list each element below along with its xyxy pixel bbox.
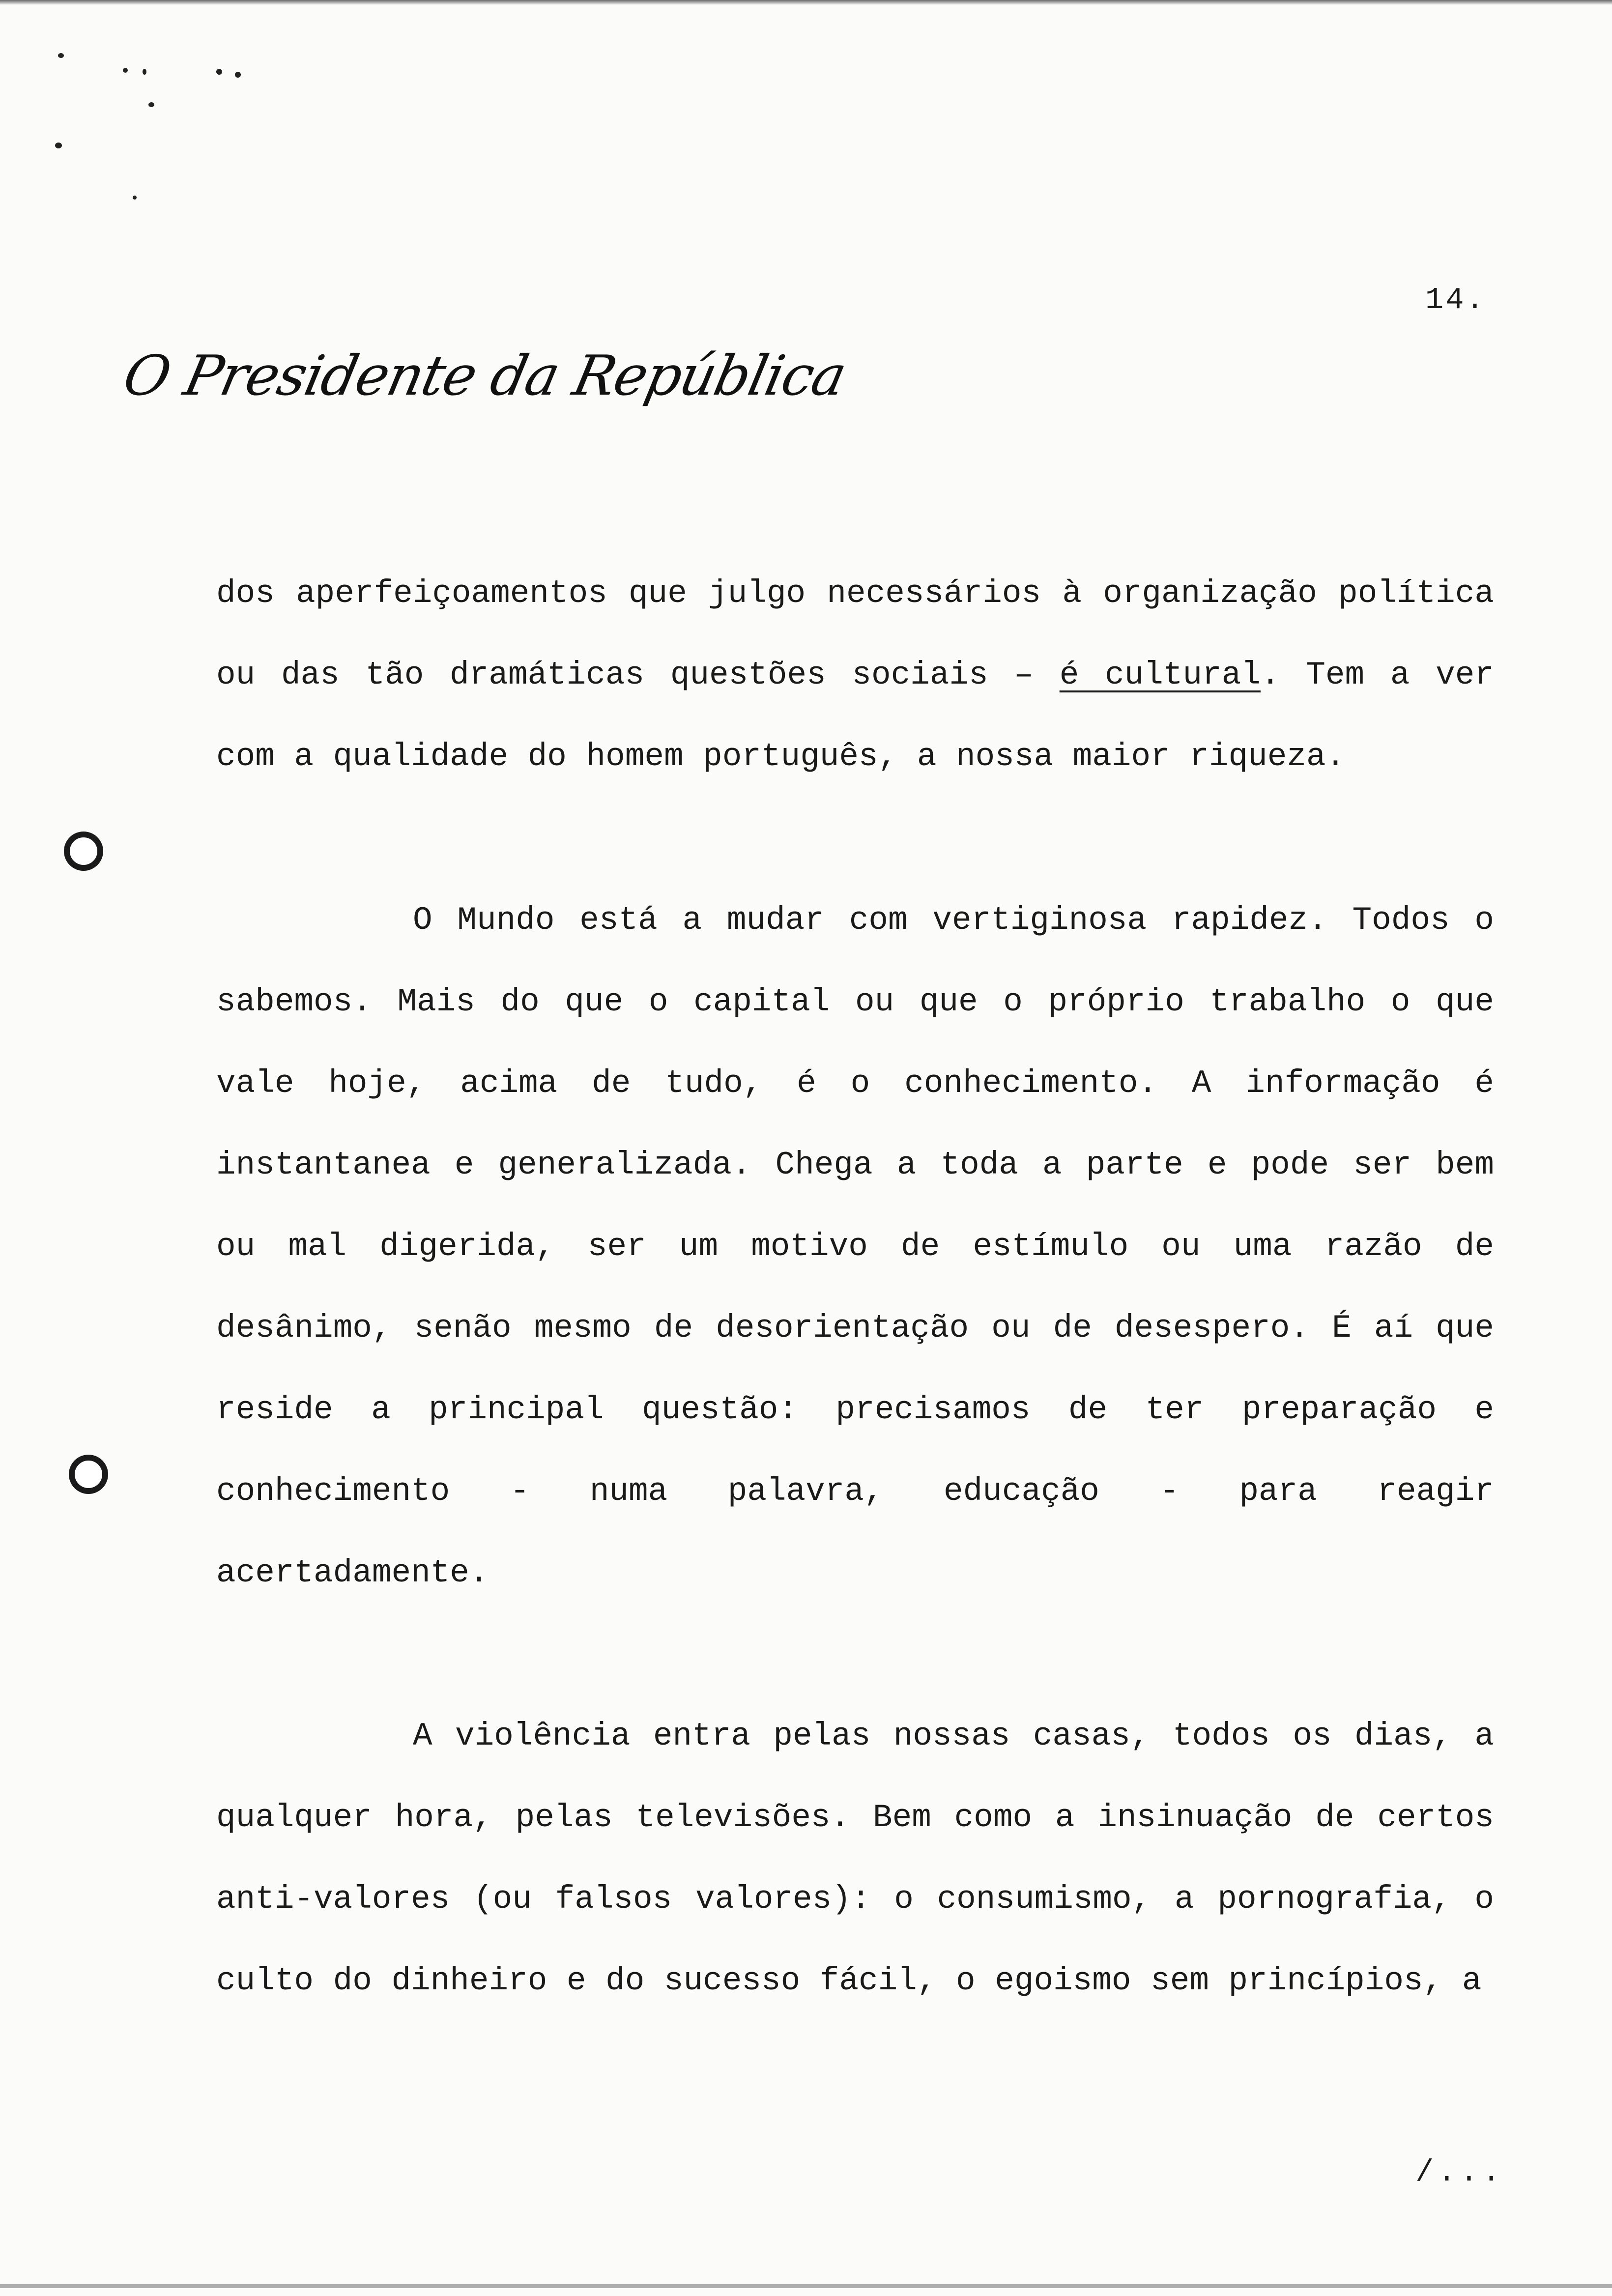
paragraph-3 (216, 1695, 1494, 2022)
punch-hole-bottom (69, 1455, 108, 1494)
letterhead-title: O Presidente da República (118, 344, 851, 408)
paragraph-3-text: A violência entra pelas nossas casas, todos os dias, a qualquer hora, pelas televisões. Bem como a insinuação de certos anti-valores (ou falsos valores): o consumismo, a pornografia, o culto do dinheiro e do sucesso fácil, o egoismo sem princípios, a (216, 1718, 1494, 1999)
underlined-phrase: é cultural (1059, 657, 1261, 693)
scan-bottom-edge (0, 2284, 1612, 2288)
paragraph-1-text-end: . Tem a ver com a qualidade do homem português, a nossa maior riqueza. (216, 657, 1494, 775)
scan-speck (235, 72, 241, 78)
scan-speck (133, 196, 137, 200)
scan-speck (55, 143, 62, 148)
scan-speck (216, 69, 222, 75)
scan-speck (143, 69, 146, 75)
paragraph-1 (216, 553, 1494, 798)
paragraph-1-text: dos aperfeiçoamentos que julgo necessários à organização política ou das tão dramáticas questões sociais – (216, 575, 1494, 693)
paragraph-2 (216, 880, 1494, 1614)
scan-speck (148, 102, 154, 107)
scan-speck (58, 53, 64, 58)
scan-speck (123, 68, 128, 73)
page-number: 14. (1425, 283, 1486, 317)
continuation-mark: /... (1415, 2155, 1504, 2190)
scan-top-edge (0, 0, 1612, 5)
paragraph-2-text: O Mundo está a mudar com vertiginosa rapidez. Todos o sabemos. Mais do que o capital ou que o próprio trabalho o que vale hoje, acima de tudo, é o conhecimento. A informação é instantanea e generalizada. Chega a toda a parte e pode ser bem ou mal digerida, ser um motivo de estímulo ou uma razão de desânimo, senão mesmo de desorientação ou de desespero. É aí que reside a principal questão: precisamos de ter preparação e conhecimento - numa palavra, educação - para reagir acertadamente. (216, 902, 1494, 1591)
punch-hole-top (64, 832, 103, 871)
